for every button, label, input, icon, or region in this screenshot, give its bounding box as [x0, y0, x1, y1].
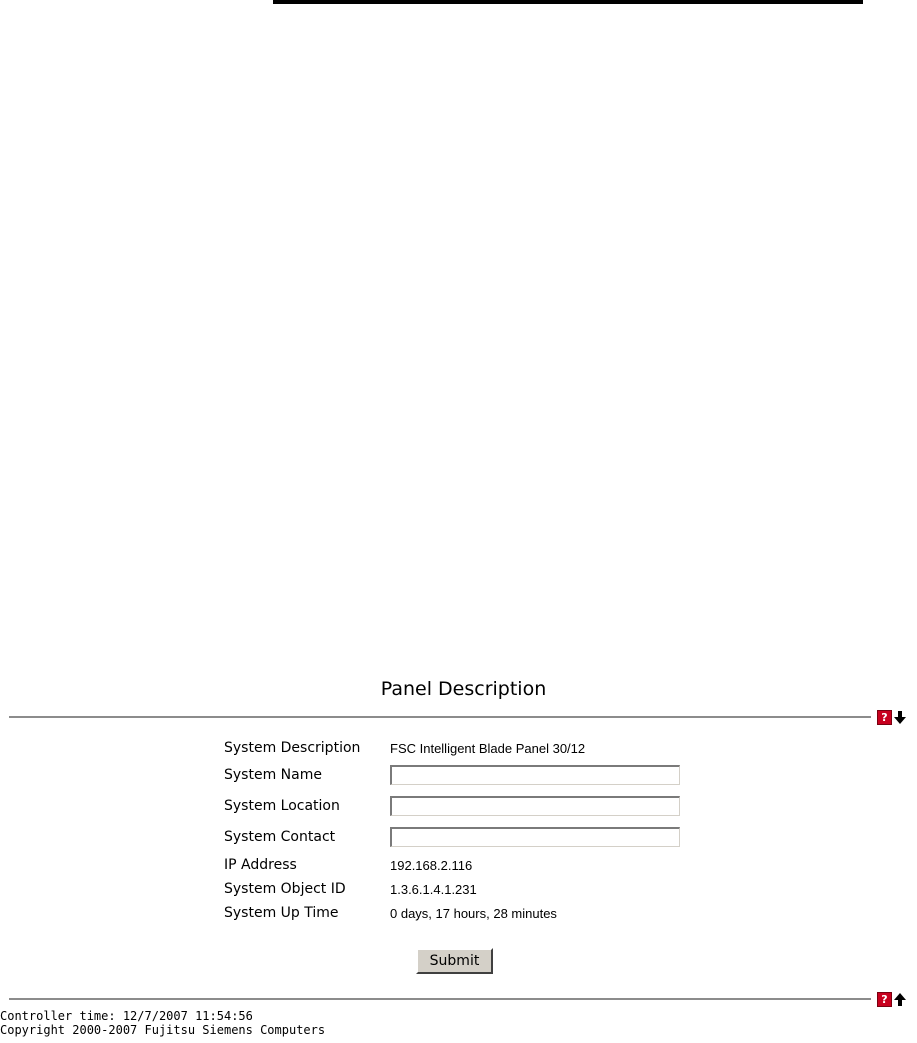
- system-contact-label: System Contact: [224, 829, 336, 845]
- top-divider: [9, 716, 871, 718]
- system-name-label: System Name: [224, 767, 322, 783]
- controller-time: Controller time: 12/7/2007 11:54:56: [0, 1009, 253, 1023]
- ip-address-value: 192.168.2.116: [390, 857, 473, 873]
- arrow-up-icon[interactable]: [894, 993, 906, 1006]
- arrow-down-icon[interactable]: [894, 711, 906, 724]
- bottom-divider: [9, 998, 871, 1000]
- top-frame-border: [273, 0, 863, 4]
- help-icon[interactable]: ?: [877, 710, 892, 725]
- system-name-input[interactable]: [390, 765, 680, 785]
- row-ip-address: [224, 857, 472, 873]
- help-icon[interactable]: ?: [877, 992, 892, 1007]
- system-location-label: System Location: [224, 798, 340, 814]
- row-system-description: [224, 740, 585, 756]
- ip-address-label: IP Address: [224, 857, 297, 873]
- row-system-name: [224, 765, 680, 785]
- system-description-value: FSC Intelligent Blade Panel 30/12: [390, 740, 586, 756]
- copyright-text: Copyright 2000-2007 Fujitsu Siemens Computers: [0, 1023, 326, 1037]
- system-object-id-label: System Object ID: [224, 881, 346, 897]
- system-object-id-value: 1.3.6.1.4.1.231: [390, 881, 477, 897]
- row-system-object-id: [224, 881, 477, 897]
- system-up-time-value: 0 days, 17 hours, 28 minutes: [390, 905, 557, 921]
- row-system-up-time: [224, 905, 557, 921]
- system-location-input[interactable]: [390, 796, 680, 816]
- row-system-contact: [224, 827, 680, 847]
- system-up-time-label: System Up Time: [224, 905, 339, 921]
- footer: [0, 1009, 325, 1037]
- system-contact-input[interactable]: [390, 827, 680, 847]
- bottom-icon-group: [877, 992, 906, 1007]
- submit-button[interactable]: Submit: [416, 948, 493, 974]
- system-description-label: System Description: [224, 740, 361, 756]
- top-icon-group: [877, 710, 906, 725]
- page-title: Panel Description: [380, 678, 547, 700]
- row-system-location: [224, 796, 680, 816]
